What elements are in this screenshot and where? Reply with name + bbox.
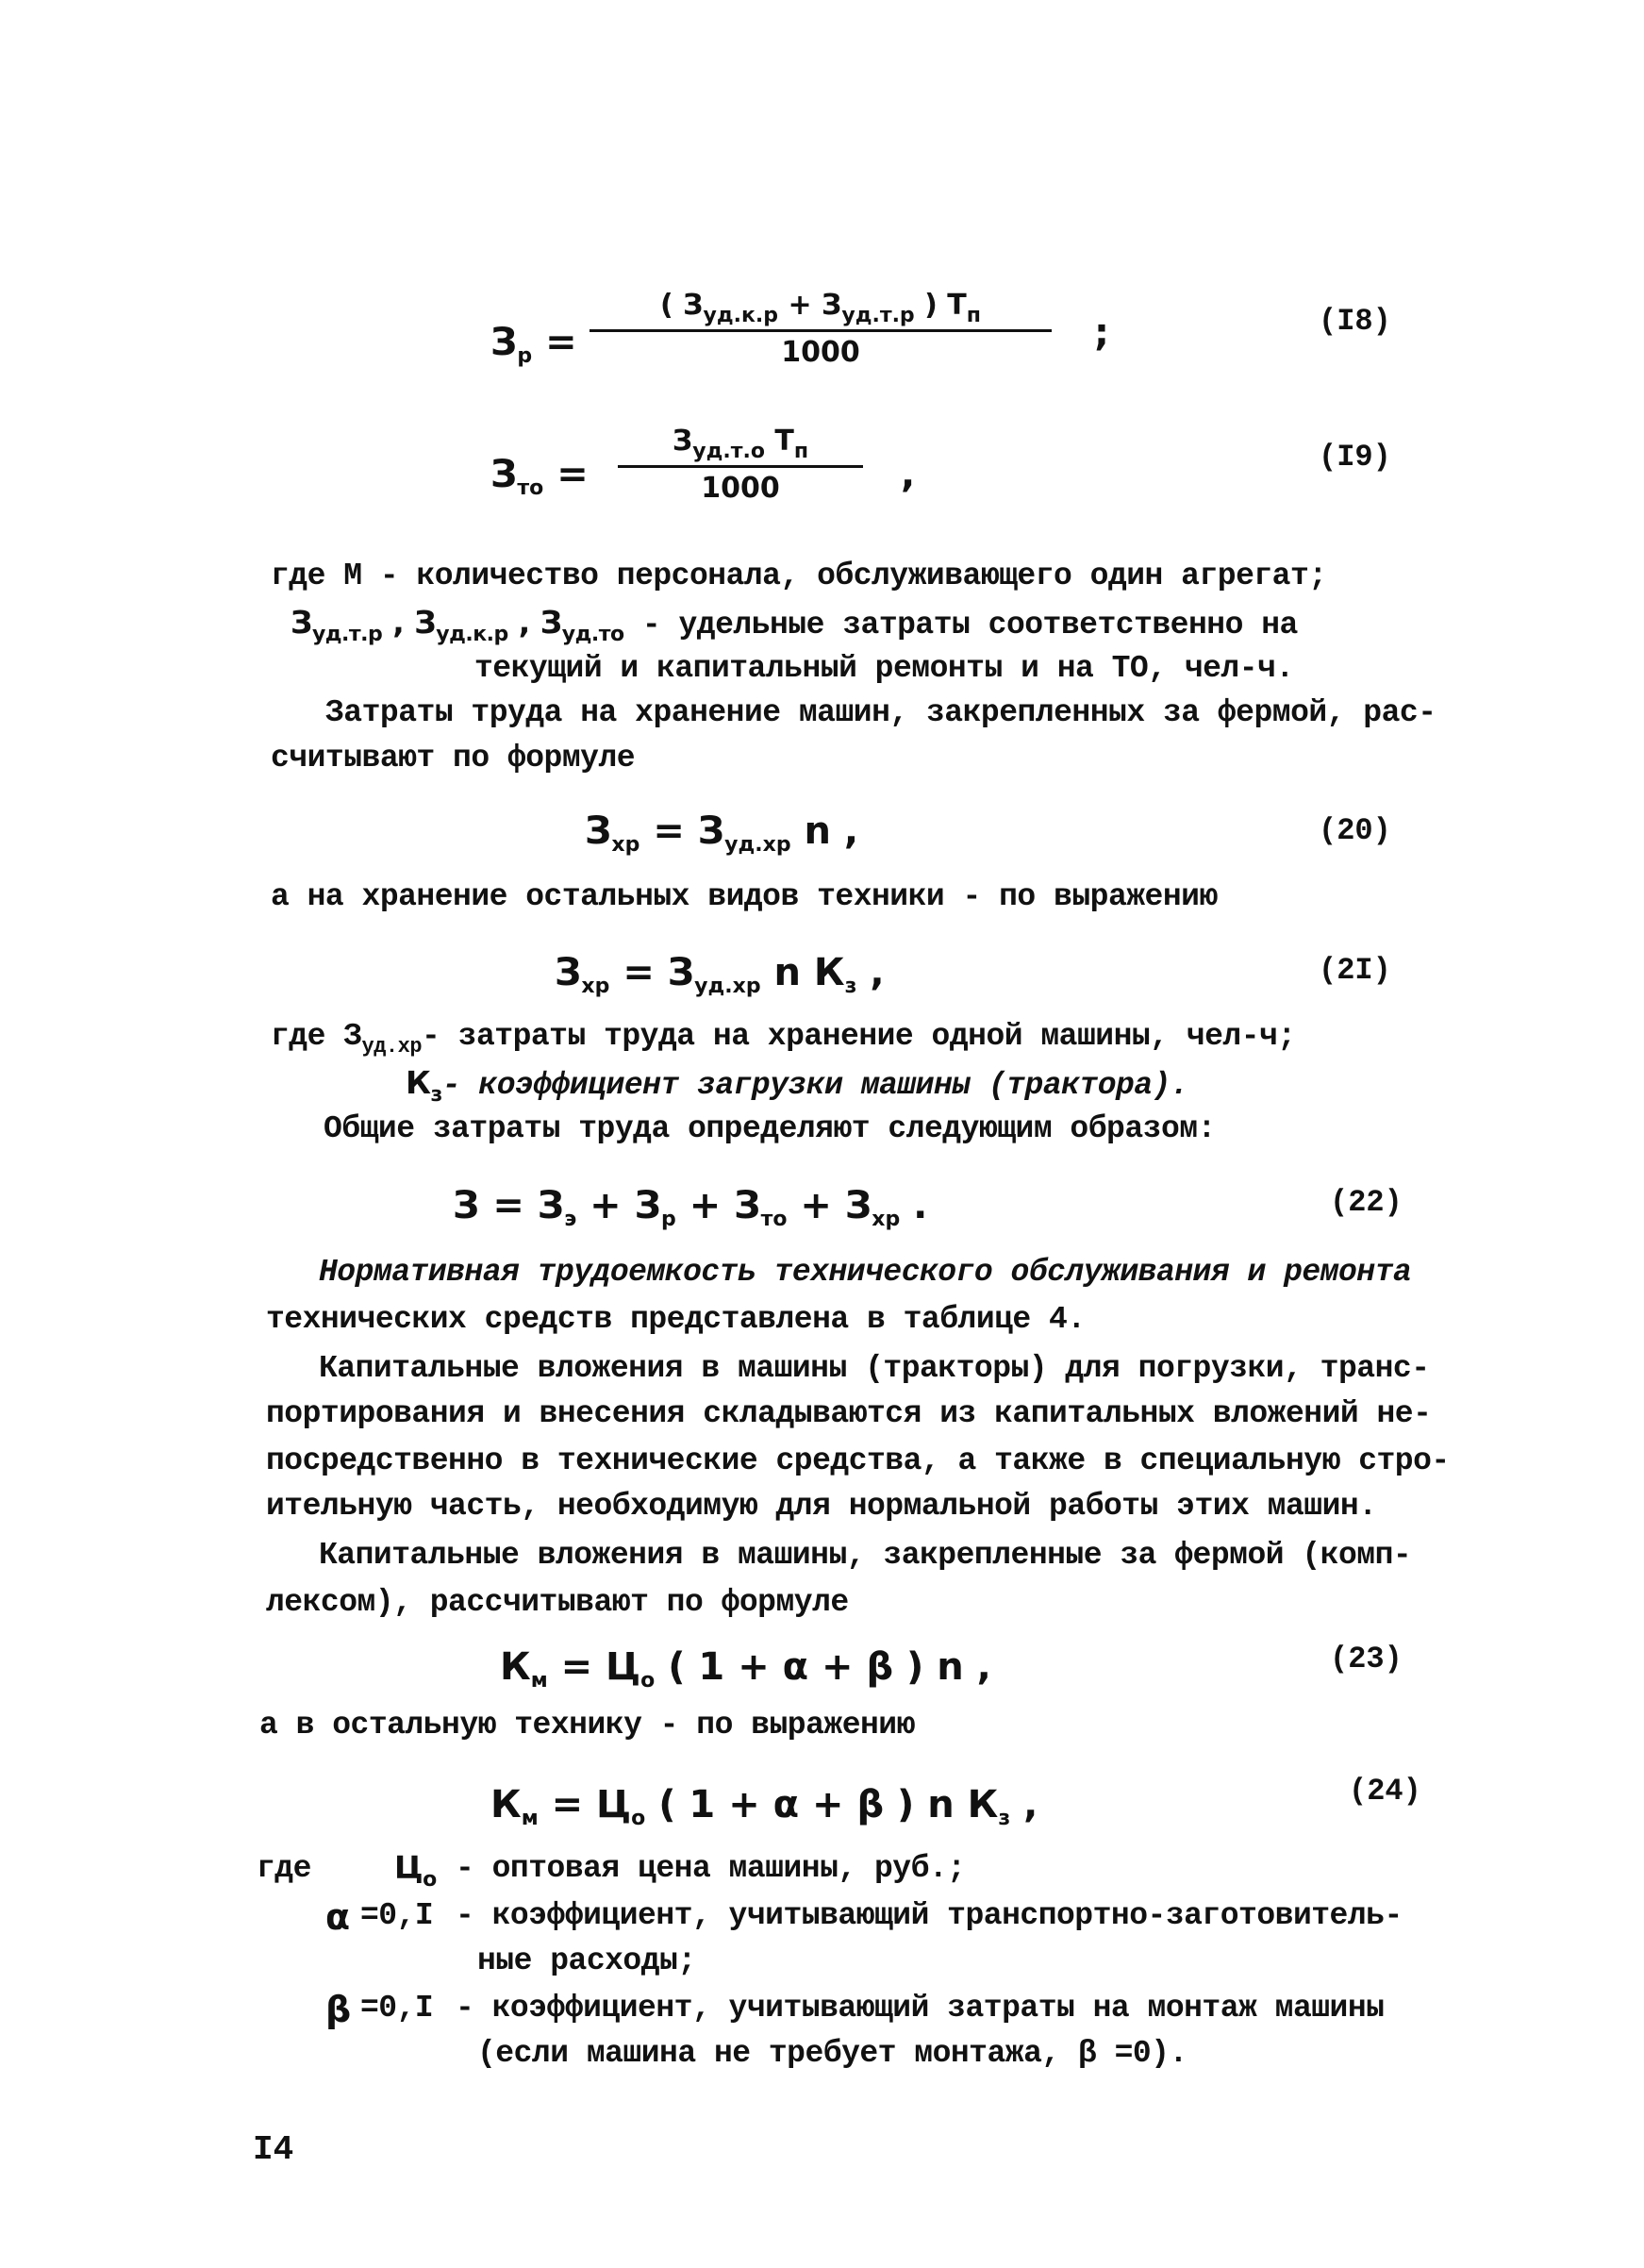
formula-21: $З_{хр} = З_{уд.хр}$ n $К_з$ ,: [555, 951, 885, 998]
formula-21-number: (2I): [1319, 953, 1391, 988]
where-k-line: $К_з-$ коэффициент загрузки машины (трактора).: [406, 1064, 1189, 1107]
capital-paragraph-line3: посредственно в технические средства, а также в специальную стро-: [266, 1443, 1450, 1478]
formula-19-punct: ,: [901, 453, 916, 496]
formula-18-eq-sign: =: [545, 321, 577, 364]
storage-other-line: а на хранение остальных видов техники - по выражению: [271, 879, 1218, 914]
formula-23-number: (23): [1330, 1642, 1403, 1676]
formula-18-lhs: [490, 321, 577, 368]
where-c-symbol: $Ц_о$: [394, 1849, 437, 1892]
formula-19-denominator: 1000: [701, 472, 780, 505]
formula-18-denominator: 1000: [781, 336, 860, 369]
formula-19-fraction: [618, 425, 863, 505]
capital-paragraph-line4: ительную часть, необходимую для нормальной работы этих машин.: [266, 1489, 1377, 1524]
formula-20: $З_{хр} = З_{уд.хр}$ n ,: [585, 809, 859, 857]
where-zxp-line: где $З_{уд.хр}-$ затраты труда на хранение одной машины, чел-ч;: [271, 1019, 1296, 1059]
where-z-line: $З_{уд.т.р}$ , $З_{уд.к.р}$ , $З_{уд.то}$ - удельные затраты соответственно на: [291, 604, 1298, 646]
capital-farm-line1: Капитальные вложения в машины, закрепленные за фермой (комп-: [319, 1538, 1412, 1573]
beta-desc-line1: - коэффициент, учитывающий затраты на монтаж машины: [456, 1991, 1385, 2026]
capital-farm-line2: лексом), рассчитывают по формуле: [266, 1585, 849, 1620]
beta-value: =0,I: [360, 1991, 434, 2026]
capital-paragraph-line2: портирования и внесения складываются из капитальных вложений не-: [266, 1396, 1432, 1431]
formula-22-number: (22): [1330, 1185, 1403, 1220]
storage-paragraph-line2: считывают по формуле: [271, 741, 636, 775]
norm-paragraph-line2: технических средств представлена в таблице 4.: [266, 1302, 1086, 1337]
formula-22: $З = З_э + З_р + З_{то} + З_{хр}$ .: [453, 1184, 928, 1231]
formula-24-number: (24): [1349, 1774, 1421, 1809]
storage-paragraph-line1: Затраты труда на хранение машин, закрепленных за фермой, рас-: [325, 695, 1436, 730]
formula-23: $К_м = Ц_о$ ( 1 + α + β ) n ,: [500, 1645, 991, 1693]
where-c-desc: - оптовая цена машины, руб.;: [456, 1851, 966, 1886]
formula-18-punct: ;: [1094, 311, 1109, 355]
where-c-label: где: [257, 1851, 311, 1886]
beta-symbol: β: [325, 1989, 351, 2030]
formula-18-number: (I8): [1319, 304, 1391, 339]
formula-20-number: (20): [1319, 813, 1391, 848]
formula-24: $К_м = Ц_о$ ( 1 + α + β ) n $К_з$ ,: [490, 1783, 1038, 1830]
beta-desc-line2: (если машина не требует монтажа, β =0).: [477, 2036, 1187, 2071]
alpha-value: =0,I: [360, 1898, 434, 1933]
alpha-desc-line2: ные расходы;: [477, 1943, 696, 1978]
formula-18-numerator: ( $З_{уд.к.р} + З_{уд.т.р}$ ) $Т_п$: [660, 289, 981, 327]
alpha-desc-line1: - коэффициент, учитывающий транспортно-заготовитель-: [456, 1898, 1403, 1933]
formula-18-fraction: [590, 289, 1052, 369]
other-tech-line: а в остальную технику - по выражению: [259, 1708, 915, 1743]
formula-18-lhs-symbol: З: [490, 321, 518, 364]
total-intro-line: Общие затраты труда определяют следующим образом:: [324, 1111, 1216, 1146]
formula-19-numerator: $З_{уд.т.о}$ $Т_п$: [672, 425, 809, 463]
formula-19-lhs: $З_{то}$ =: [490, 453, 589, 500]
formula-18-lhs-sub: р: [517, 344, 533, 368]
formula-19-number: (I9): [1319, 440, 1391, 475]
where-m-line: где М - количество персонала, обслуживающего один агрегат;: [271, 559, 1327, 593]
where-z-continued: текущий и капитальный ремонты и на ТО, чел-ч.: [474, 651, 1294, 686]
page-number: I4: [253, 2130, 294, 2169]
norm-paragraph-line1: Нормативная трудоемкость технического обслуживания и ремонта: [319, 1255, 1412, 1290]
alpha-symbol: α: [325, 1896, 350, 1938]
capital-paragraph-line1: Капитальные вложения в машины (тракторы) для погрузки, транс-: [319, 1351, 1430, 1386]
